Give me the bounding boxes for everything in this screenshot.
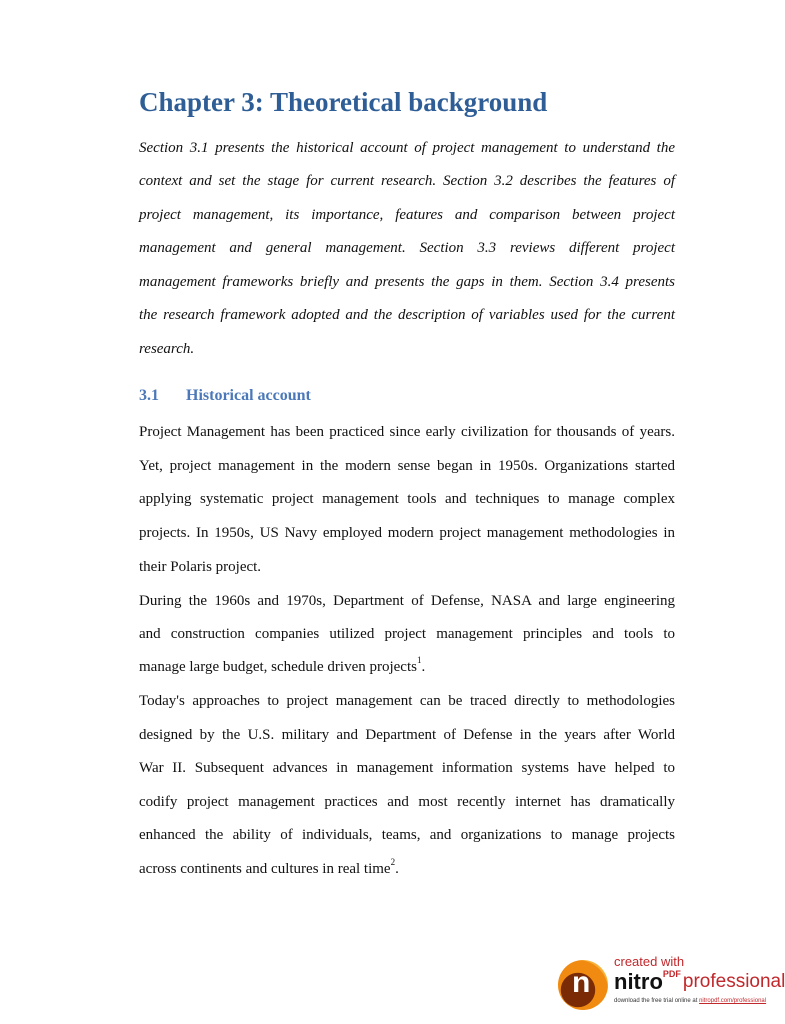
page-title: Chapter 3: Theoretical background [139,87,548,117]
line-text: across continents and cultures in real time [139,861,391,877]
brand-sup: PDF [662,969,681,979]
text-line [139,655,675,676]
text-line: Project Management has been practiced since early civilization for thousands of years. [139,424,675,440]
nitro-watermark [556,954,785,1020]
footnote-ref[interactable]: 2 [390,857,396,867]
edition-text: professional [682,971,785,992]
text-line: research. [139,341,195,357]
text-line: During the 1960s and 1970s, Department of Defense, NASA and large engineering [139,593,675,609]
line-text: manage large budget, schedule driven projects [139,659,417,675]
text-line: Yet, project management in the modern sense began in 1950s. Organizations started [139,458,675,474]
download-link[interactable]: nitropdf.com/professional [699,998,767,1004]
text-line: War II. Subsequent advances in management information systems have helped to [139,760,675,776]
section-number: 3.1 [139,387,159,404]
text-line: applying systematic project management tools and techniques to manage complex [139,491,675,507]
text-line: management and general management. Section 3.3 reviews different project [139,240,675,256]
text-line: project management, its importance, features and comparison between project [139,207,675,223]
line-tail: . [395,861,399,877]
text-line: enhanced the ability of individuals, teams, and organizations to manage projects [139,827,675,843]
text-line: Today's approaches to project management can be traced directly to methodologies [139,693,675,709]
text-line: and construction companies utilized project management principles and tools to [139,626,675,642]
text-line: context and set the stage for current research. Section 3.2 describes the features of [139,173,675,189]
download-text: download the free trial online at [614,998,698,1004]
download-line [614,997,785,1005]
brand-row [614,969,785,997]
line-tail: . [421,659,426,675]
text-line: projects. In 1950s, US Navy employed modern project management methodologies in [139,525,675,541]
text-line: Section 3.1 presents the historical account of project management to understand the [139,140,675,156]
text-line [139,857,675,878]
text-line: their Polaris project. [139,559,262,575]
section-title: Historical account [186,387,311,404]
footnote-ref[interactable]: 1 [416,655,422,665]
section-heading [139,386,311,406]
text-line: the research framework adopted and the description of variables used for the current [139,307,675,323]
text-line: designed by the U.S. military and Department of Defense in the years after World [139,727,675,743]
text-line: codify project management practices and most recently internet has dramatically [139,794,675,810]
created-with-text: created with [614,954,685,969]
text-line: management frameworks briefly and presents the gaps in them. Section 3.4 presents [139,274,675,290]
watermark-text [614,954,785,1005]
brand-text: nitro [614,969,663,994]
nitro-logo-icon: n [558,960,608,1010]
